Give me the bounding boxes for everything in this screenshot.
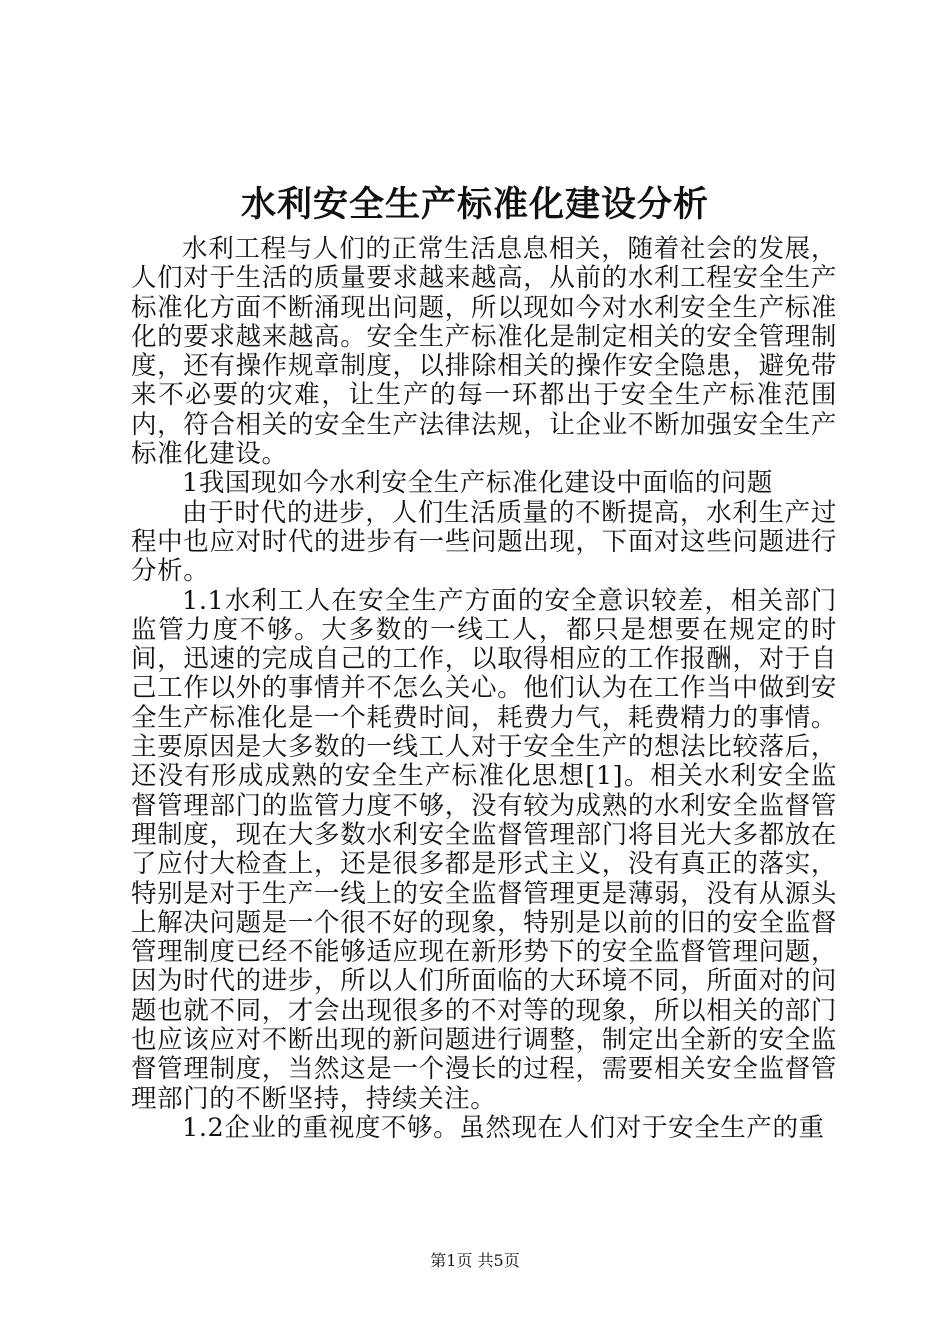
paragraph-1-2: 1.2企业的重视度不够。虽然现在人们对于安全生产的重 <box>182 1112 825 1143</box>
paragraph-intro: 水利工程与人们的正常生活息息相关，随着社会的发展，人们对于生活的质量要求越来越高，从前的水利工程安全生产标准化方面不断涌现出问题，所以现如今对水利安全生产标准化的要求越来越高。安全生产标准化是制定相关的安全管理制度，还有操作规章制度，以排除相关的操作安全隐患，避免带来不必要的灾难，让生产的每一环都出于安全生产标准范围内，符合相关的安全生产法律法规，让企业不断加强安全生产标准化建设。 <box>131 234 837 470</box>
page-footer: 第1页 共5页 <box>430 1251 520 1270</box>
paragraph-section-1: 由于时代的进步，人们生活质量的不断提高，水利生产过程中也应对时代的进步有一些问题出现，下面对这些问题进行分析。 <box>131 497 837 587</box>
paragraph-1-1: 1.1水利工人在安全生产方面的安全意识较差，相关部门监管力度不够。大多数的一线工人，都只是想要在规定的时间，迅速的完成自己的工作，以取得相应的工作报酬，对于自己工作以外的事情并不怎么关心。他们认为在工作当中做到安全生产标准化是一个耗费时间，耗费力气，耗费精力的事情。主要原因是大多数的一线工人对于安全生产的想法比较落后，还没有形成成熟的安全生产标准化思想[1]。相关水利安全监督管理部门的监管力度不够，没有较为成熟的水利安全监督管理制度，现在大多数水利安全监督管理部门将目光大多都放在了应付大检查上，还是很多都是形式主义，没有真正的落实，特别是对于生产一线上的安全监督管理更是薄弱，没有从源头上解决问题是一个很不好的现象，特别是以前的旧的安全监督管理制度已经不能够适应现在新形势下的安全监督管理问题，因为时代的进步，所以人们所面临的大环境不同，所面对的问题也就不同，才会出现很多的不对等的现象，所以相关的部门也应该应对不断出现的新问题进行调整，制定出全新的安全监督管理制度，当然这是一个漫长的过程，需要相关安全监督管理部门的不断坚持，持续关注。 <box>131 585 837 1114</box>
document-title: 水利安全生产标准化建设分析 <box>240 184 709 225</box>
document-body <box>131 235 837 1143</box>
section-heading-1: 1我国现如今水利安全生产标准化建设中面临的问题 <box>182 468 774 499</box>
